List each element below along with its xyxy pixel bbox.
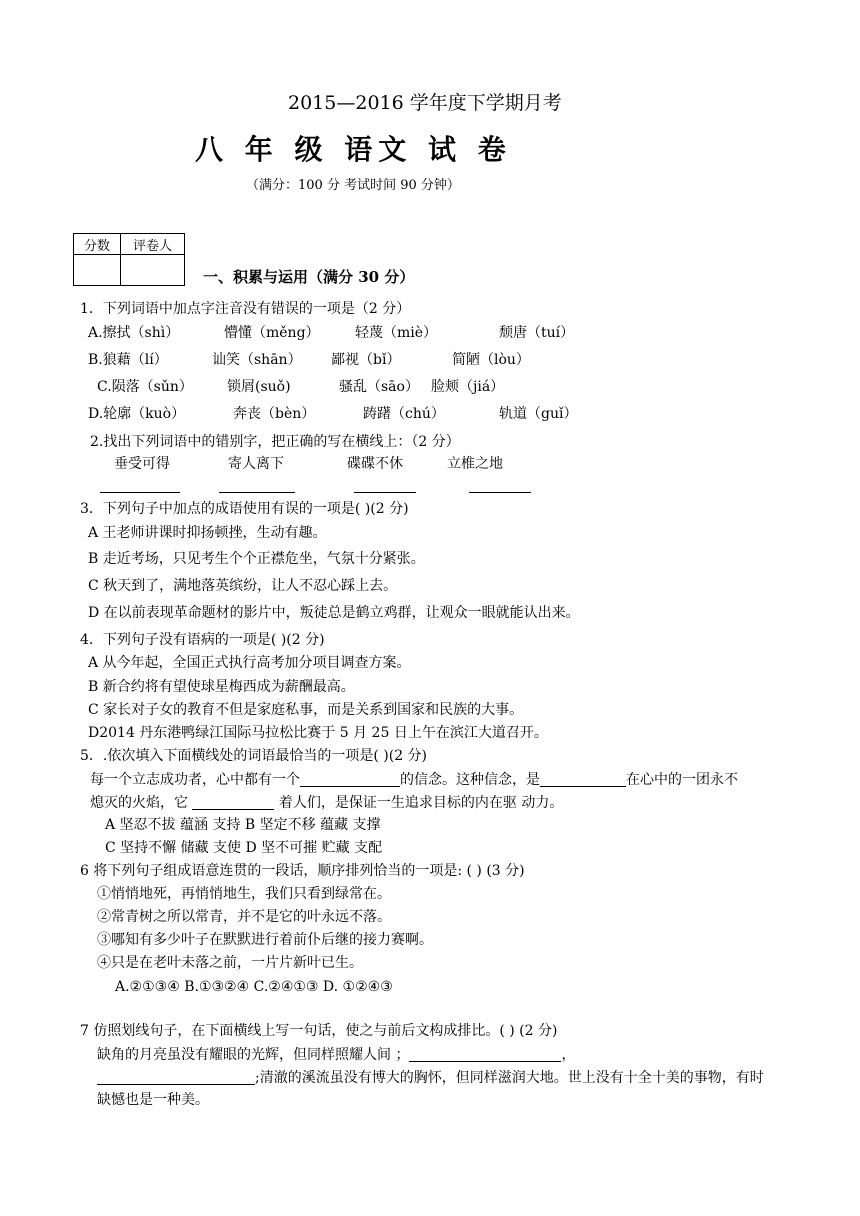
score-label: 分数 bbox=[74, 234, 121, 255]
q1-option-a1: A.擦拭（shì） bbox=[88, 325, 180, 341]
exam-year-title: 2015—2016 学年度下学期月考 bbox=[288, 92, 562, 114]
q1-option-d4: 轨道（guǐ） bbox=[499, 406, 578, 422]
q5-text-1: 每一个立志成功者，心中都有一个 bbox=[90, 772, 300, 788]
q4-option-a: A 从今年起，全国正式执行高考加分项目调查方案。 bbox=[88, 655, 411, 671]
q5-blank-2[interactable] bbox=[540, 772, 626, 787]
q7-text-3: ;清澈的溪流虽没有博大的胸怀，但同样滋润大地。世上没有十全十美的事物，有时 bbox=[255, 1070, 764, 1086]
q1-stem: 1．下列词语中加点字注音没有错误的一项是（2 分） bbox=[80, 301, 411, 317]
q1-option-b3: 鄙视（bǐ） bbox=[331, 352, 401, 368]
q7-line-1 bbox=[97, 1047, 575, 1062]
q1-option-b4: 简陋（lòu） bbox=[452, 352, 530, 368]
grader-label: 评卷人 bbox=[121, 234, 185, 255]
q1-option-a3: 轻蔑（miè） bbox=[355, 325, 438, 341]
q7-text-2: ， bbox=[561, 1047, 576, 1063]
q1-option-c1: C.陨落（sǔn） bbox=[97, 379, 193, 395]
q3-option-c: C 秋天到了，满地落英缤纷，让人不忍心踩上去。 bbox=[88, 578, 398, 594]
q5-options-cd: C 坚持不懈 储藏 支使 D 坚不可摧 贮藏 支配 bbox=[105, 840, 383, 856]
q7-blank-2[interactable] bbox=[97, 1070, 255, 1085]
q1-option-b2: 讪笑（shān） bbox=[212, 352, 302, 368]
q5-text-4: 熄灭的火焰，它 bbox=[90, 795, 193, 811]
section-1-heading: 一、积累与运用（满分 30 分） bbox=[203, 268, 415, 286]
q3-option-a: A 王老师讲课时抑扬顿挫，生动有趣。 bbox=[88, 525, 327, 541]
q2-word-3: 碟碟不休 bbox=[347, 456, 403, 472]
q5-blank-3[interactable] bbox=[192, 795, 274, 810]
q2-word-4: 立椎之地 bbox=[447, 456, 503, 472]
q2-word-1: 垂受可得 bbox=[114, 456, 170, 472]
q7-line-3: 缺憾也是一种美。 bbox=[97, 1092, 209, 1108]
q4-option-b: B 新合约将有望使球星梅西成为薪酬最高。 bbox=[88, 679, 355, 695]
q2-answer-line-1[interactable] bbox=[100, 492, 180, 493]
q7-blank-1[interactable] bbox=[409, 1047, 561, 1062]
q5-options-ab: A 坚忍不拔 蕴涵 支持 B 坚定不移 蕴藏 支撑 bbox=[105, 817, 381, 833]
exam-subject-title: 八 年 级 语文 试 卷 bbox=[195, 133, 512, 166]
q5-stem: 5．.依次填入下面横线处的词语最恰当的一项是( )(2 分) bbox=[80, 748, 428, 764]
q2-answer-line-3[interactable] bbox=[354, 492, 416, 493]
q2-stem: 2.找出下列词语中的错别字，把正确的写在横线上：（2 分） bbox=[90, 434, 460, 450]
q4-option-d: D2014 丹东港鸭绿江国际马拉松比赛于 5 月 25 日上午在滨江大道召开。 bbox=[88, 725, 548, 741]
q1-option-b1: B.狼藉（lí） bbox=[88, 352, 168, 368]
q3-option-d: D 在以前表现革命题材的影片中，叛徒总是鹤立鸡群，让观众一眼就能认出来。 bbox=[88, 605, 580, 621]
score-table bbox=[73, 233, 185, 286]
q1-option-d3: 踌躇（chú） bbox=[363, 406, 445, 422]
q5-passage-line-2 bbox=[90, 795, 563, 810]
q1-option-c2: 锁屑(suǒ) bbox=[227, 379, 291, 395]
q7-line-2 bbox=[97, 1070, 764, 1085]
q1-option-a4: 颓唐（tuí） bbox=[499, 325, 575, 341]
q1-option-d2: 奔丧（bèn） bbox=[233, 406, 316, 422]
q6-sentence-2: ②常青树之所以常青，并不是它的叶永远不落。 bbox=[97, 909, 391, 925]
grader-cell[interactable] bbox=[121, 255, 185, 286]
q6-sentence-4: ④只是在老叶未落之前，一片片新叶已生。 bbox=[97, 955, 363, 971]
q4-stem: 4．下列句子没有语病的一项是( )(2 分) bbox=[80, 632, 325, 648]
q3-option-b: B 走近考场，只见考生个个正襟危坐，气氛十分紧张。 bbox=[88, 551, 425, 567]
q2-answer-line-2[interactable] bbox=[219, 492, 295, 493]
q6-sentence-3: ③哪知有多少叶子在默默进行着前仆后继的接力赛啊。 bbox=[97, 932, 433, 948]
q6-options: A.②①③④ B.①③②④ C.②④①③ D. ①②④③ bbox=[115, 979, 393, 995]
q5-text-2: 的信念。这种信念，是 bbox=[400, 772, 540, 788]
score-cell[interactable] bbox=[74, 255, 121, 286]
q5-text-5: 着人们，是保证一生追求目标的内在驱 动力。 bbox=[274, 795, 564, 811]
q6-stem: 6 将下列句子组成语意连贯的一段话，顺序排列恰当的一项是: ( ) (3 分) bbox=[80, 863, 525, 879]
q5-text-3: 在心中的一团永不 bbox=[626, 772, 738, 788]
q5-passage-line-1 bbox=[90, 772, 738, 787]
q2-word-2: 寄人离下 bbox=[228, 456, 284, 472]
q5-blank-1[interactable] bbox=[300, 772, 400, 787]
q1-option-c3: 骚乱（sāo） bbox=[339, 379, 419, 395]
q3-stem: 3．下列句子中加点的成语使用有误的一项是( )(2 分) bbox=[80, 501, 409, 517]
q1-option-c4: 脸颊（jiá） bbox=[431, 379, 505, 395]
q1-option-d1: D.轮廓（kuò） bbox=[88, 406, 186, 422]
q1-option-a2: 懵懂（měng） bbox=[224, 325, 320, 341]
exam-info: （满分：100 分 考试时间 90 分钟） bbox=[246, 178, 460, 193]
q4-option-c: C 家长对子女的教育不但是家庭私事，而是关系到国家和民族的大事。 bbox=[88, 702, 524, 718]
q2-answer-line-4[interactable] bbox=[469, 492, 531, 493]
q6-sentence-1: ①悄悄地死，再悄悄地生，我们只看到绿常在。 bbox=[97, 886, 391, 902]
q7-text-1: 缺角的月亮虽没有耀眼的光辉，但同样照耀人间 ； bbox=[97, 1047, 410, 1063]
q7-stem: 7 仿照划线句子，在下面横线上写一句话，使之与前后文构成排比。( ) (2 分) bbox=[80, 1023, 558, 1039]
